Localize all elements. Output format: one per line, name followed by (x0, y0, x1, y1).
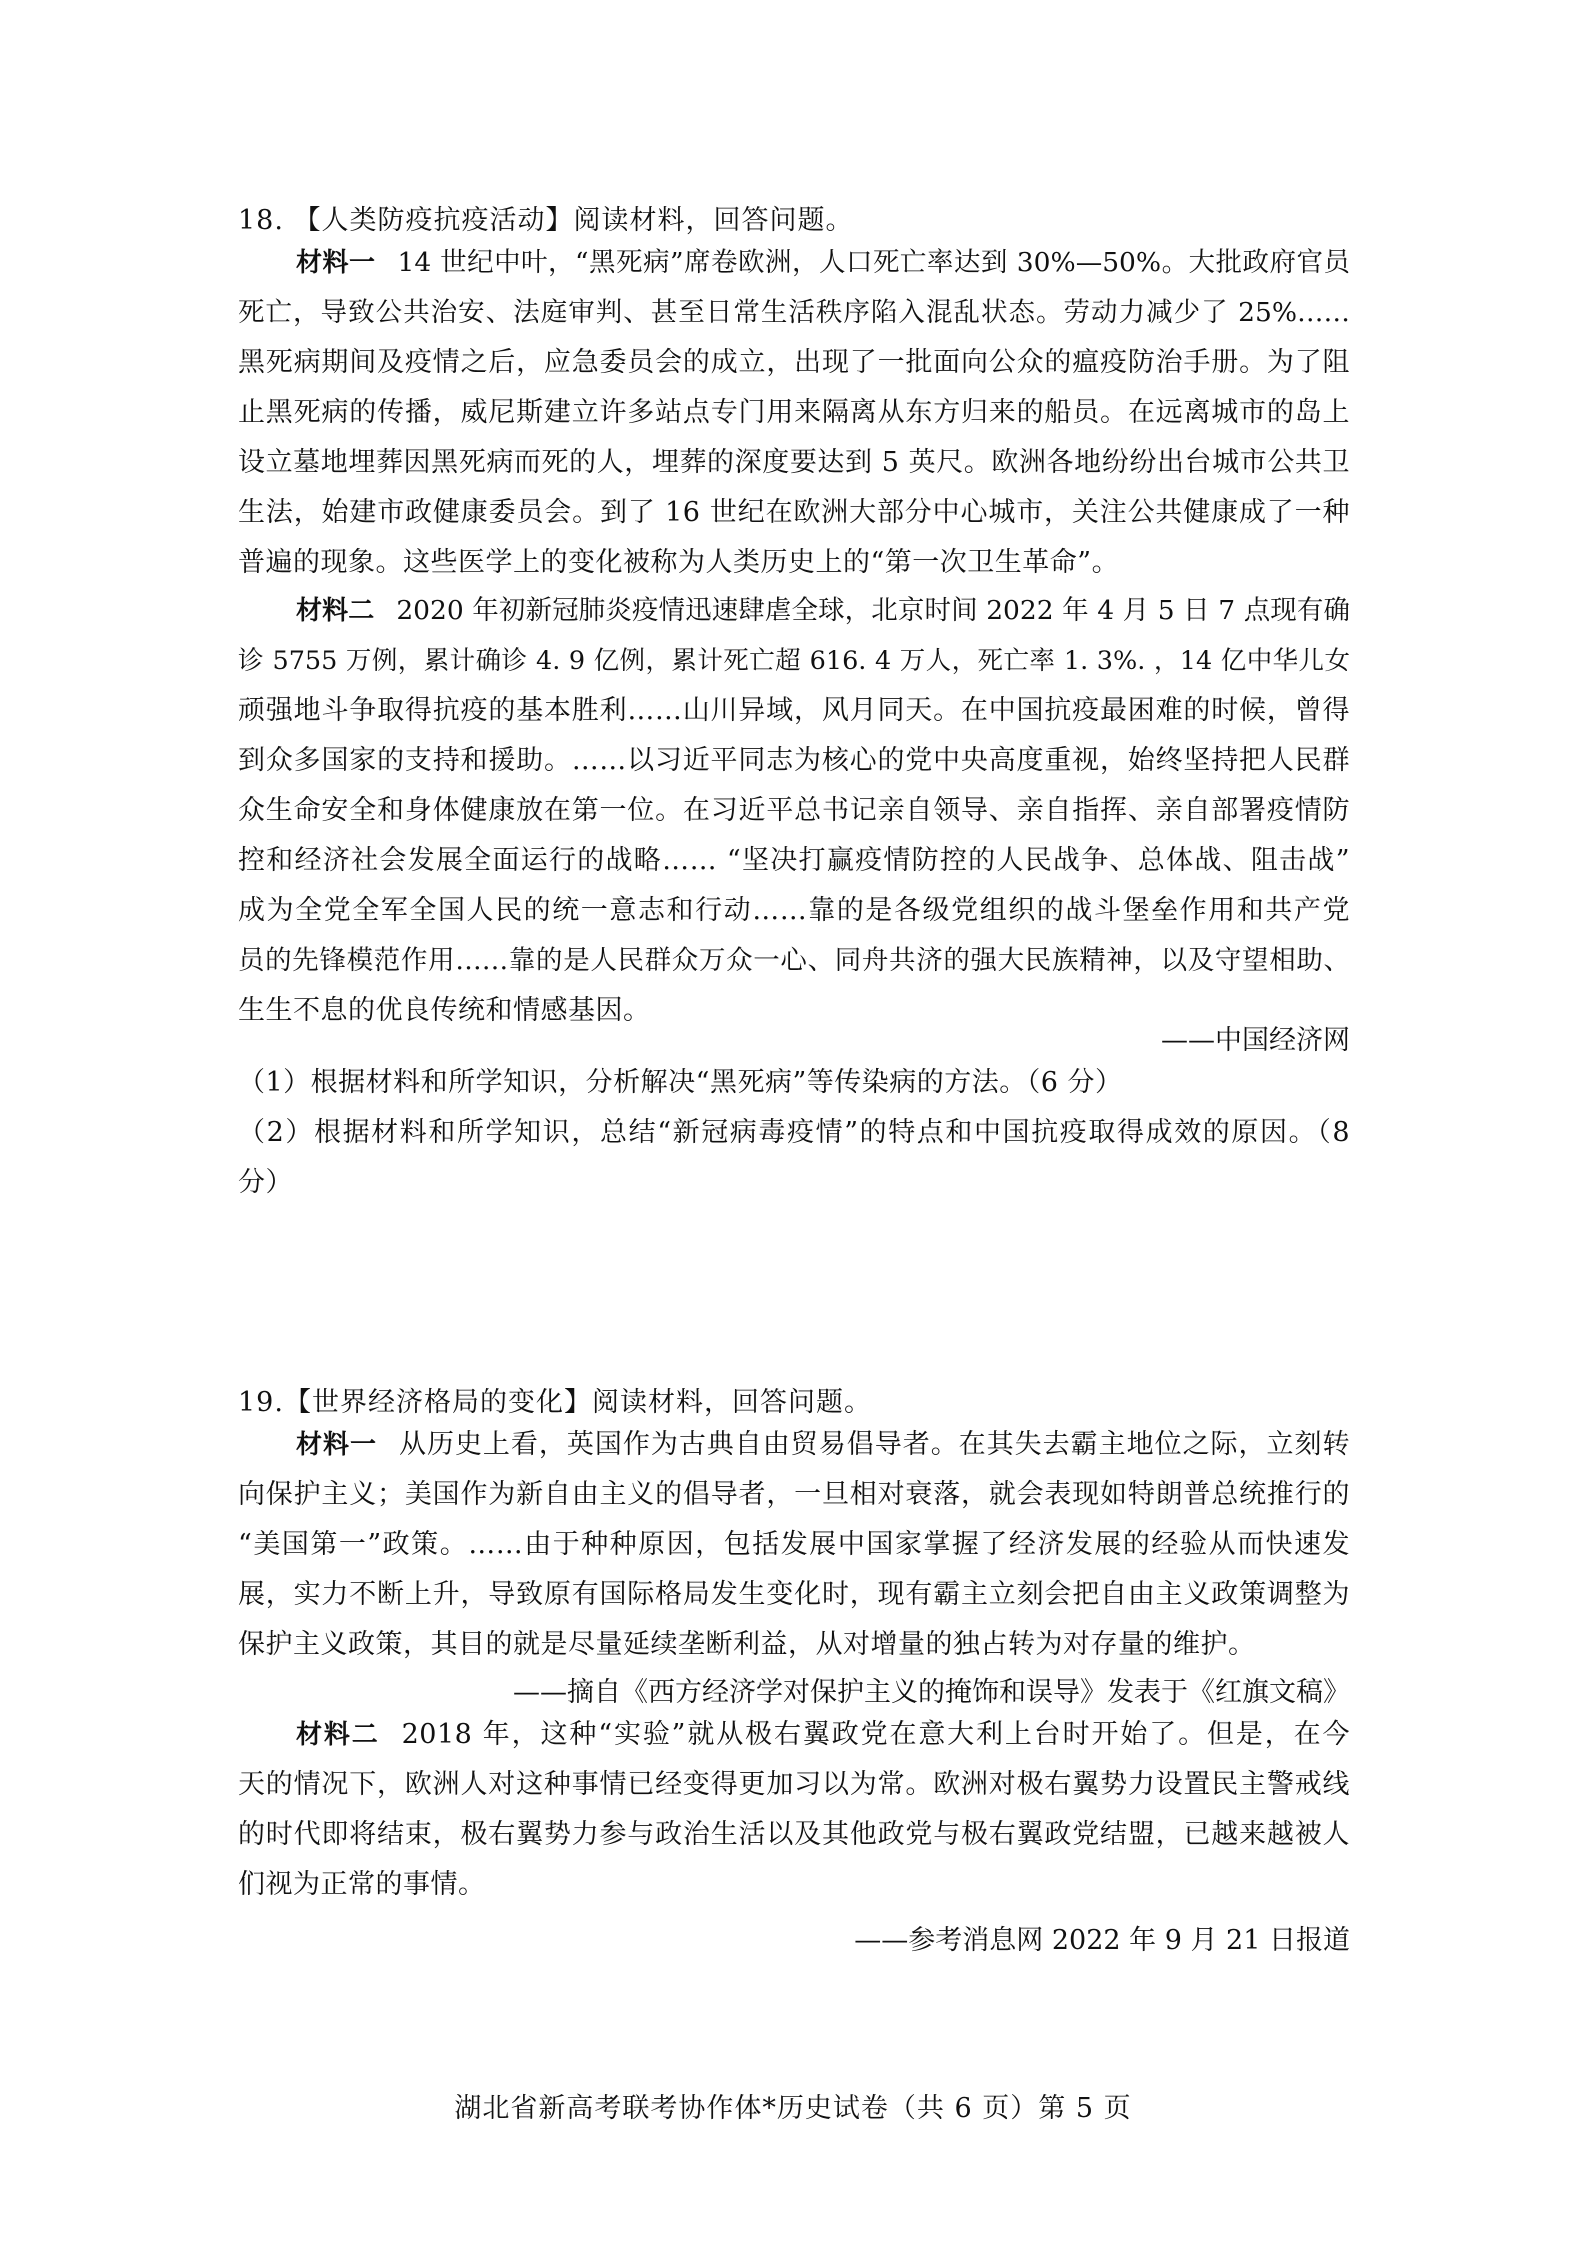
q18-m1-line: 止黑死病的传播，威尼斯建立许多站点专门用来隔离从东方归来的船员。在远离城市的岛上 (238, 397, 1350, 428)
q18-m1-line: 死亡，导致公共治安、法庭审判、甚至日常生活秩序陷入混乱状态。劳动力减少了 25%…… (238, 297, 1350, 328)
q19-m1-line: 展，实力不断上升，导致原有国际格局发生变化时，现有霸主立刻会把自由主义政策调整为 (238, 1579, 1350, 1610)
q19-m2-text: 2018 年，这种“实验”就从极右翼政党在意大利上台时开始了。但是，在今 (401, 1719, 1350, 1750)
q19-m2-line: 天的情况下，欧洲人对这种事情已经变得更加习以为常。欧洲对极右翼势力设置民主警戒线 (238, 1769, 1350, 1800)
q18-m2-line: 诊 5755 万例，累计确诊 4. 9 亿例，累计死亡超 616. 4 万人，死亡率 1. 3%. ，14 亿中华儿女 (238, 646, 1350, 676)
question-18-title: 18. 【人类防疫抗疫活动】阅读材料，回答问题。 (238, 205, 854, 236)
q18-sub-question-2 (238, 1108, 1350, 1208)
q19-m2-line: 们视为正常的事情。 (238, 1869, 486, 1900)
q19-m2-source: ——参考消息网 2022 年 9 月 21 日报道 (854, 1925, 1350, 1956)
q19-m1-line: 向保护主义；美国作为新自由主义的倡导者，一旦相对衰落，就会表现如特朗普总统推行的 (238, 1479, 1350, 1510)
q18-m1-line: 普遍的现象。这些医学上的变化被称为人类历史上的“第一次卫生革命”。 (238, 547, 1120, 578)
q18-m1-line (238, 238, 1350, 288)
q18-material-2 (238, 586, 1350, 1036)
q19-m1-text: 从历史上看，英国作为古典自由贸易倡导者。在其失去霸主地位之际，立刻转 (398, 1429, 1350, 1460)
q18-source: ——中国经济网 (1161, 1025, 1350, 1056)
q19-material-2 (238, 1710, 1350, 1910)
page-footer: 湖北省新高考联考协作体*历史试卷（共 6 页）第 5 页 (454, 2093, 1132, 2124)
q18-m2-line: 顽强地斗争取得抗疫的基本胜利……山川异域，风月同天。在中国抗疫最困难的时候，曾得 (238, 695, 1350, 726)
q19-m1-line: 保护主义政策，其目的就是尽量延续垄断利益，从对增量的独占转为对存量的维护。 (238, 1629, 1256, 1660)
material-label: 材料二 (296, 596, 375, 626)
q19-m2-line (238, 1710, 1350, 1760)
q18-m2-line: 控和经济社会发展全面运行的战略…… “坚决打赢疫情防控的人民战争、总体战、阻击战” (238, 845, 1350, 876)
q18-m1-line: 设立墓地埋葬因黑死病而死的人，埋葬的深度要达到 5 英尺。欧洲各地纷纷出台城市公共卫 (238, 447, 1350, 478)
q18-m2-text: 2020 年初新冠肺炎疫情迅速肆虐全球，北京时间 2022 年 4 月 5 日 7 点现有确 (396, 595, 1350, 626)
material-label: 材料一 (296, 248, 376, 278)
q18-m2-line: 众生命安全和身体健康放在第一位。在习近平总书记亲自领导、亲自指挥、亲自部署疫情防 (238, 795, 1350, 826)
q18-sub-question-1 (238, 1058, 1350, 1108)
q18-m1-text: 14 世纪中叶，“黑死病”席卷欧洲，人口死亡率达到 30%—50%。大批政府官员 (397, 247, 1350, 278)
sub-question-line: （2）根据材料和所学知识，总结“新冠病毒疫情”的特点和中国抗疫取得成效的原因。（8 (238, 1117, 1350, 1148)
q19-m2-line: 的时代即将结束，极右翼势力参与政治生活以及其他政党与极右翼政党结盟，已越来越被人 (238, 1819, 1350, 1850)
sub-question-line: （1）根据材料和所学知识，分析解决“黑死病”等传染病的方法。（6 分） (238, 1067, 1123, 1098)
q18-m2-line: 员的先锋模范作用……靠的是人民群众万众一心、同舟共济的强大民族精神，以及守望相助、 (238, 945, 1350, 976)
sub-question-line: 分） (238, 1167, 293, 1198)
q19-material-1 (238, 1420, 1350, 1670)
q19-m1-line (238, 1420, 1350, 1470)
q18-material-1 (238, 238, 1350, 588)
q18-m2-line: 到众多国家的支持和援助。……以习近平同志为核心的党中央高度重视，始终坚持把人民群 (238, 745, 1350, 776)
q18-m1-line: 黑死病期间及疫情之后，应急委员会的成立，出现了一批面向公众的瘟疫防治手册。为了阻 (238, 347, 1350, 378)
q19-m1-line: “美国第一”政策。……由于种种原因，包括发展中国家掌握了经济发展的经验从而快速发 (238, 1529, 1350, 1560)
q18-m2-line: 成为全党全军全国人民的统一意志和行动……靠的是各级党组织的战斗堡垒作用和共产党 (238, 895, 1350, 926)
material-label: 材料二 (296, 1720, 380, 1750)
q18-m2-line (238, 586, 1350, 636)
q19-m1-source: ——摘自《西方经济学对保护主义的掩饰和误导》发表于《红旗文稿》 (513, 1677, 1350, 1708)
material-label: 材料一 (296, 1430, 377, 1460)
q18-m1-line: 生法，始建市政健康委员会。到了 16 世纪在欧洲大部分中心城市，关注公共健康成了一种 (238, 497, 1350, 528)
question-19-title: 19.【世界经济格局的变化】阅读材料，回答问题。 (238, 1387, 872, 1418)
q18-m2-line: 生生不息的优良传统和情感基因。 (238, 995, 651, 1026)
